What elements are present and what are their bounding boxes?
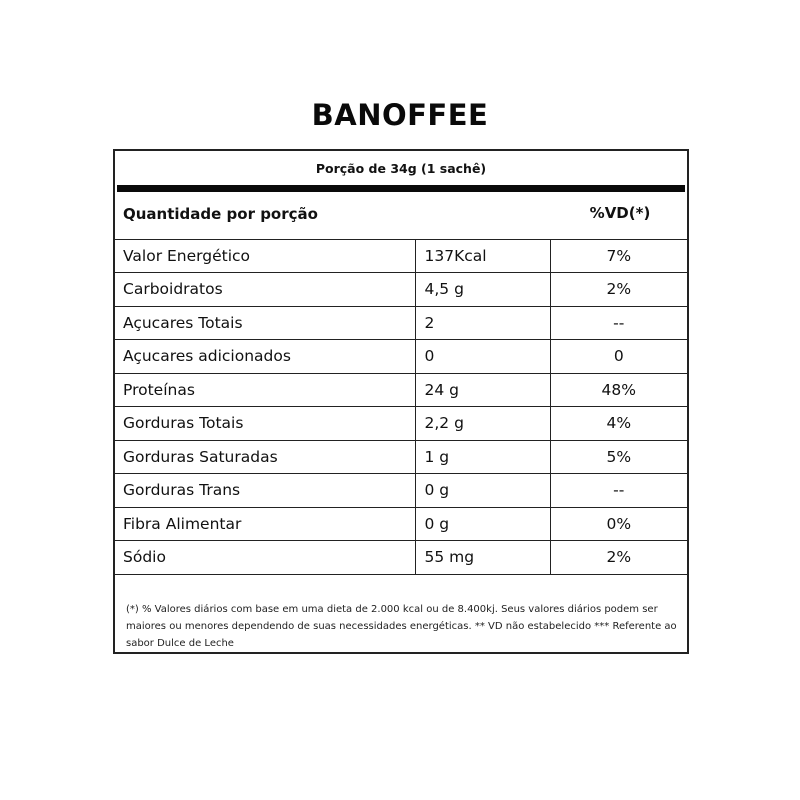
nutrient-vd: 48%: [550, 373, 687, 407]
nutrient-amount: 0 g: [415, 507, 550, 541]
footnote: (*) % Valores diários com base em uma dieta de 2.000 kcal ou de 8.400kj. Seus valores diários podem ser maiores ou menores dependendo de suas necessidades energéticas. ** VD não estabelecido *** Referente ao sabor Dulce de Leche: [126, 604, 677, 649]
nutrient-vd: 2%: [550, 273, 687, 307]
nutrient-name: Gorduras Trans: [115, 474, 415, 508]
divider-bar: [117, 185, 685, 192]
table-row: [115, 340, 687, 374]
nutrient-name: Gorduras Totais: [115, 407, 415, 441]
table-row: [115, 306, 687, 340]
nutrient-amount: 4,5 g: [415, 273, 550, 307]
nutrient-amount: 55 mg: [415, 541, 550, 575]
table-row: [115, 507, 687, 541]
nutrition-facts-panel: [113, 149, 689, 654]
nutrient-name: Sódio: [115, 541, 415, 575]
product-title: BANOFFEE: [311, 98, 489, 132]
nutrient-name: Açucares adicionados: [115, 340, 415, 374]
nutrient-vd: --: [550, 474, 687, 508]
table-row: [115, 239, 687, 273]
table-row: [115, 440, 687, 474]
table-row: [115, 541, 687, 575]
nutrient-name: Carboidratos: [115, 273, 415, 307]
nutrient-vd: 5%: [550, 440, 687, 474]
nutrient-amount: 0: [415, 340, 550, 374]
nutrient-amount: 1 g: [415, 440, 550, 474]
nutrient-name: Açucares Totais: [115, 306, 415, 340]
nutrient-vd: 0: [550, 340, 687, 374]
nutrient-vd: 2%: [550, 541, 687, 575]
table-row: [115, 407, 687, 441]
nutrient-name: Valor Energético: [115, 239, 415, 273]
nutrient-amount: 0 g: [415, 474, 550, 508]
header-vd-label: %VD(*): [589, 204, 651, 222]
serving-size: Porção de 34g (1 sachê): [315, 161, 487, 176]
nutrient-vd: 4%: [550, 407, 687, 441]
nutrient-amount: 2,2 g: [415, 407, 550, 441]
nutrient-vd: 0%: [550, 507, 687, 541]
nutrient-vd: --: [550, 306, 687, 340]
nutrient-name: Gorduras Saturadas: [115, 440, 415, 474]
nutrition-table: [115, 239, 687, 575]
nutrient-vd: 7%: [550, 239, 687, 273]
nutrient-name: Fibra Alimentar: [115, 507, 415, 541]
table-row: [115, 273, 687, 307]
nutrient-amount: 24 g: [415, 373, 550, 407]
table-header: [115, 192, 687, 240]
nutrient-amount: 2: [415, 306, 550, 340]
header-quantity-label: Quantidade por porção: [123, 205, 318, 223]
nutrient-name: Proteínas: [115, 373, 415, 407]
table-row: [115, 373, 687, 407]
nutrient-amount: 137Kcal: [415, 239, 550, 273]
table-row: [115, 474, 687, 508]
